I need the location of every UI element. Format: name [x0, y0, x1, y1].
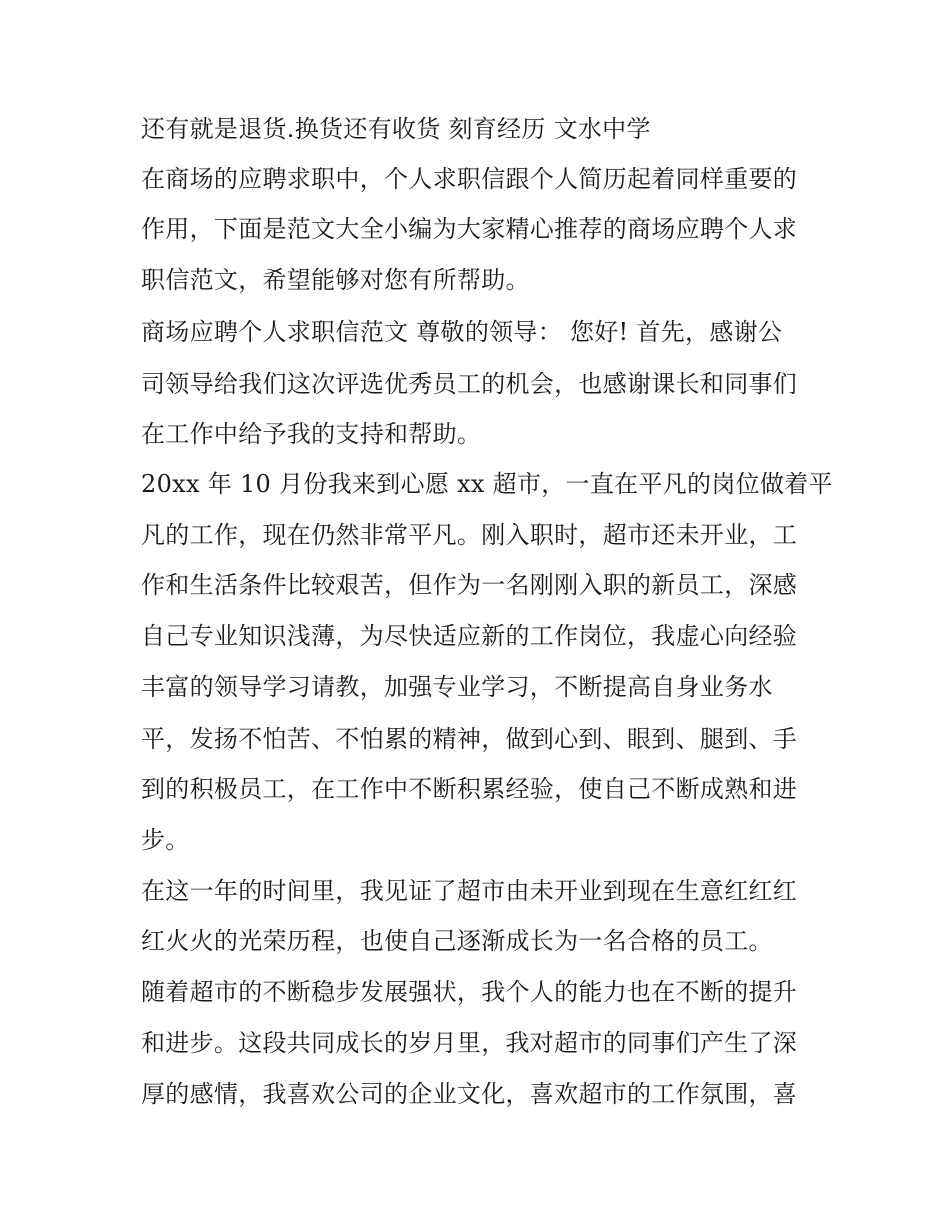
text-line: 作和生活条件比较艰苦，但作为一名刚刚入职的新员工，深感	[141, 571, 798, 599]
text-line: 和进步。这段共同成长的岁月里，我对超市的同事们产生了深	[141, 1029, 798, 1057]
text-line: 步。	[141, 826, 190, 854]
text-line: 凡的工作，现在仍然非常平凡。刚入职时，超市还未开业，工	[141, 521, 798, 549]
text-line: 在这一年的时间里，我见证了超市由未开业到现在生意红红红	[141, 877, 798, 905]
text-line: 在商场的应聘求职中，个人求职信跟个人简历起着同样重要的	[141, 165, 798, 193]
text-line: 职信范文，希望能够对您有所帮助。	[141, 266, 530, 294]
text-line: 作用，下面是范文大全小编为大家精心推荐的商场应聘个人求	[141, 215, 798, 243]
text-line: 20xx 年 10 月份我来到心愿 xx 超市，一直在平凡的岗位做着平	[141, 470, 833, 498]
text-line: 随着超市的不断稳步发展强状，我个人的能力也在不断的提升	[141, 978, 798, 1006]
text-line: 丰富的领导学习请教，加强专业学习，不断提高自身业务水	[141, 673, 773, 701]
text-line: 自己专业知识浅薄，为尽快适应新的工作岗位，我虚心向经验	[141, 622, 798, 650]
text-line: 红火火的光荣历程，也使自己逐渐成长为一名合格的员工。	[141, 927, 773, 955]
text-line: 到的积极员工，在工作中不断积累经验，使自己不断成熟和进	[141, 775, 798, 803]
text-line: 司领导给我们这次评选优秀员工的机会，也感谢课长和同事们	[141, 370, 798, 398]
text-line: 还有就是退货.换货还有收货 刻育经历 文水中学	[141, 115, 651, 143]
text-line: 在工作中给予我的支持和帮助。	[141, 420, 482, 448]
text-line: 平，发扬不怕苦、不怕累的精神，做到心到、眼到、腿到、手	[141, 725, 798, 753]
text-line: 厚的感情，我喜欢公司的企业文化，喜欢超市的工作氛围，喜	[141, 1080, 798, 1108]
text-line: 商场应聘个人求职信范文 尊敬的领导： 您好! 首先，感谢公	[141, 318, 783, 346]
